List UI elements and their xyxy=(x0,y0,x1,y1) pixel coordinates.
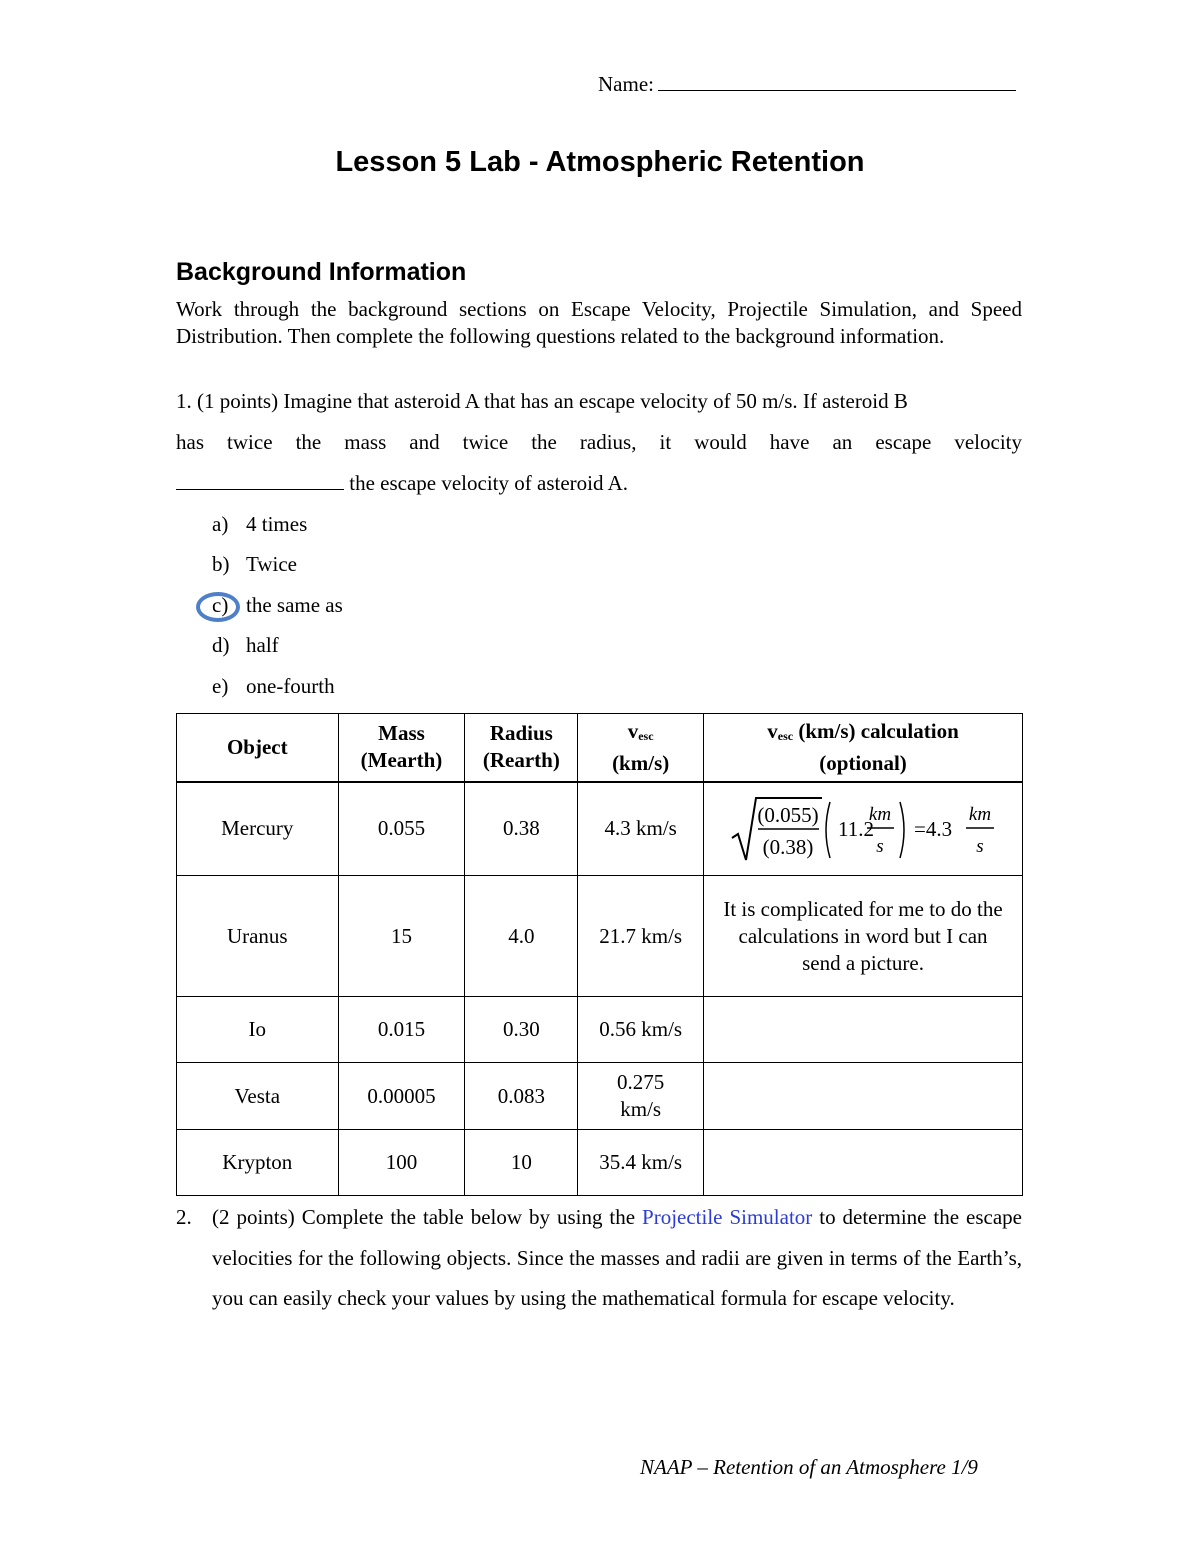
intro-paragraph: Work through the background sections on Escape Velocity, Projectile Simulation, and Speed Distribution. Then complete the following questions related to the background information. xyxy=(176,297,1022,348)
option-label: b) xyxy=(212,552,230,576)
table-row xyxy=(177,1063,1023,1130)
option-b[interactable] xyxy=(212,552,297,577)
question2-text xyxy=(212,1197,1022,1319)
table-row xyxy=(177,997,1023,1063)
formula-numerator: (0.055) xyxy=(757,802,819,827)
question1-line3-tail: the escape velocity of asteroid A. xyxy=(344,471,628,495)
header-calculation: $v_{esc}$ (km/s) calculation (optional) xyxy=(704,714,1023,782)
selected-answer-circle xyxy=(196,592,240,622)
cell-object: Io xyxy=(177,997,339,1063)
section-heading: Background Information xyxy=(176,258,467,286)
projectile-simulator-link[interactable]: Projectile Simulator xyxy=(642,1205,813,1229)
table-row xyxy=(177,1130,1023,1196)
header-radius: Radius (Rearth) xyxy=(465,714,578,782)
table-row xyxy=(177,876,1023,997)
cell-vesc: 0.275 km/s xyxy=(578,1063,704,1130)
formula-unit-s: s xyxy=(876,835,884,857)
cell-radius: 4.0 xyxy=(465,876,578,997)
cell-radius: 10 xyxy=(465,1130,578,1196)
option-e[interactable] xyxy=(212,674,335,699)
option-d[interactable] xyxy=(212,633,279,658)
cell-calculation: It is complicated for me to do the calculations in word but I can send a picture. xyxy=(704,876,1023,997)
cell-mass: 0.015 xyxy=(338,997,465,1063)
cell-radius: 0.30 xyxy=(465,997,578,1063)
cell-calculation[interactable] xyxy=(704,997,1023,1063)
page-footer: NAAP – Retention of an Atmosphere 1/9 xyxy=(640,1455,978,1479)
cell-vesc: 35.4 km/s xyxy=(578,1130,704,1196)
header-object: Object xyxy=(177,714,339,782)
formula-result-unit-km: km xyxy=(968,803,992,825)
question1-line3 xyxy=(176,471,628,496)
cell-mass: 0.055 xyxy=(338,782,465,876)
option-label: e) xyxy=(212,674,229,698)
option-text: half xyxy=(246,633,279,657)
option-text: 4 times xyxy=(246,512,308,536)
option-label: c) xyxy=(212,593,229,617)
formula-result: =4.3 xyxy=(914,816,953,841)
question2-text-before: (2 points) Complete the table below by using the xyxy=(212,1205,643,1229)
cell-calculation[interactable] xyxy=(704,1063,1023,1130)
cell-calculation xyxy=(704,782,1023,876)
cell-mass: 100 xyxy=(338,1130,465,1196)
name-field xyxy=(598,72,1016,97)
question1-line1: 1. (1 points) Imagine that asteroid A that has an escape velocity of 50 m/s. If asteroid B xyxy=(176,389,908,413)
cell-vesc: 21.7 km/s xyxy=(578,876,704,997)
formula-coefficient: 11.2 xyxy=(838,816,874,841)
cell-object: Mercury xyxy=(177,782,339,876)
formula-result-unit-s: s xyxy=(976,835,984,857)
option-label: a) xyxy=(212,512,229,536)
cell-vesc: 4.3 km/s xyxy=(578,782,704,876)
cell-object: Krypton xyxy=(177,1130,339,1196)
formula-denominator: (0.38) xyxy=(762,834,814,859)
escape-velocity-table xyxy=(176,713,1023,1196)
formula-unit-km: km xyxy=(868,803,892,825)
option-label: d) xyxy=(212,633,230,657)
answer-blank[interactable] xyxy=(176,471,344,490)
question1-line2: has twice the mass and twice the radius, it would have an escape velocity xyxy=(176,430,1022,454)
option-text: Twice xyxy=(246,552,298,576)
name-blank-line[interactable] xyxy=(658,72,1016,91)
cell-object: Vesta xyxy=(177,1063,339,1130)
cell-calculation[interactable] xyxy=(704,1130,1023,1196)
option-text: one-fourth xyxy=(246,674,335,698)
page-title: Lesson 5 Lab - Atmospheric Retention xyxy=(335,146,865,178)
cell-vesc: 0.56 km/s xyxy=(578,997,704,1063)
cell-radius: 0.083 xyxy=(465,1063,578,1130)
cell-mass: 0.00005 xyxy=(338,1063,465,1130)
cell-radius: 0.38 xyxy=(465,782,578,876)
option-text: the same as xyxy=(246,593,343,617)
table-row xyxy=(177,782,1023,876)
cell-mass: 15 xyxy=(338,876,465,997)
name-label: Name: xyxy=(598,72,654,96)
question2-text-after: to determine the escape velocities for the following objects. Since the masses and radii are given in terms of the Earth’s, you can easily check your values by using the mathematical formula for escape velocity. xyxy=(212,1205,1022,1310)
header-mass: Mass (Mearth) xyxy=(338,714,465,782)
mercury-formula xyxy=(718,794,1008,864)
question2-number: 2. xyxy=(176,1205,192,1229)
table-header-row xyxy=(177,714,1023,782)
option-a[interactable] xyxy=(212,512,307,537)
cell-object: Uranus xyxy=(177,876,339,997)
question2 xyxy=(176,1197,1022,1319)
header-vesc: $v_{esc}$ (km/s) xyxy=(578,714,704,782)
